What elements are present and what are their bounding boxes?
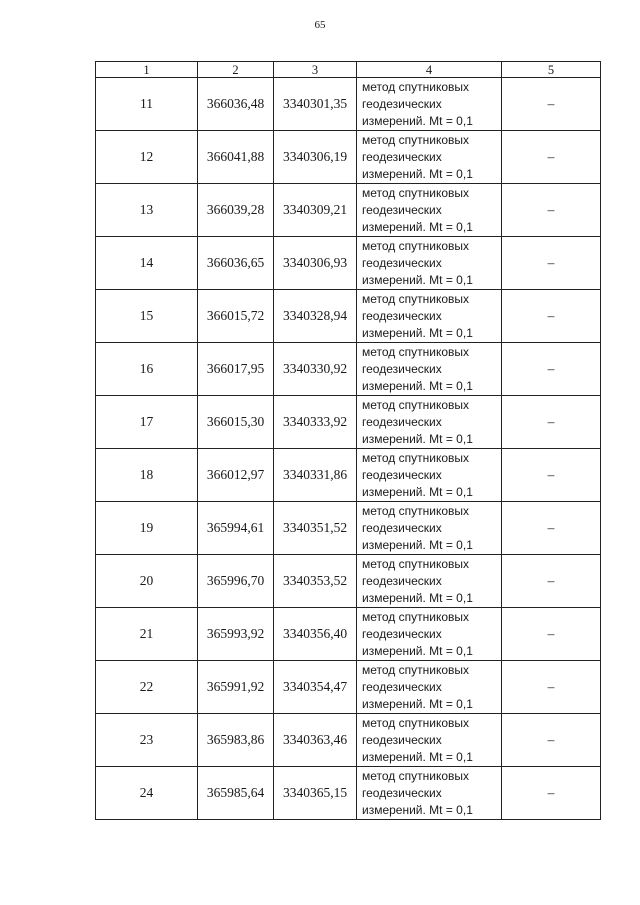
x-coordinate-cell: 365983,86 — [198, 714, 274, 767]
point-number-cell: 16 — [96, 343, 198, 396]
method-cell — [357, 608, 502, 661]
description-cell: – — [502, 184, 601, 237]
table-row — [96, 767, 601, 820]
y-coordinate-cell: 3340353,52 — [274, 555, 357, 608]
description-cell: – — [502, 608, 601, 661]
method-line: измерений. Mt = 0,1 — [362, 272, 473, 287]
point-number-cell: 22 — [96, 661, 198, 714]
x-coordinate-cell: 366015,72 — [198, 290, 274, 343]
y-coordinate-cell: 3340333,92 — [274, 396, 357, 449]
point-number-cell: 11 — [96, 78, 198, 131]
y-coordinate-cell: 3340301,35 — [274, 78, 357, 131]
method-line: геодезических — [362, 467, 442, 482]
method-line: измерений. Mt = 0,1 — [362, 219, 473, 234]
column-header: 2 — [198, 62, 274, 78]
table-row — [96, 449, 601, 502]
method-line: геодезических — [362, 202, 442, 217]
method-line: измерений. Mt = 0,1 — [362, 378, 473, 393]
method-line: геодезических — [362, 520, 442, 535]
table-row — [96, 502, 601, 555]
method-line: геодезических — [362, 732, 442, 747]
method-line: метод спутниковых — [362, 238, 470, 253]
table-row — [96, 237, 601, 290]
table-row — [96, 78, 601, 131]
description-cell: – — [502, 502, 601, 555]
description-cell: – — [502, 78, 601, 131]
table-body — [96, 62, 601, 820]
x-coordinate-cell: 366015,30 — [198, 396, 274, 449]
description-cell: – — [502, 661, 601, 714]
column-header: 1 — [96, 62, 198, 78]
y-coordinate-cell: 3340328,94 — [274, 290, 357, 343]
method-line: измерений. Mt = 0,1 — [362, 749, 473, 764]
x-coordinate-cell: 365994,61 — [198, 502, 274, 555]
description-cell: – — [502, 555, 601, 608]
point-number-cell: 12 — [96, 131, 198, 184]
x-coordinate-cell: 365996,70 — [198, 555, 274, 608]
method-line: геодезических — [362, 308, 442, 323]
x-coordinate-cell: 366036,65 — [198, 237, 274, 290]
method-line: измерений. Mt = 0,1 — [362, 696, 473, 711]
description-cell: – — [502, 396, 601, 449]
method-cell — [357, 502, 502, 555]
method-line: геодезических — [362, 361, 442, 376]
method-cell — [357, 237, 502, 290]
table-row — [96, 290, 601, 343]
method-line: геодезических — [362, 785, 442, 800]
method-cell — [357, 396, 502, 449]
y-coordinate-cell: 3340354,47 — [274, 661, 357, 714]
method-line: метод спутниковых — [362, 768, 470, 783]
method-cell — [357, 184, 502, 237]
method-cell — [357, 290, 502, 343]
method-line: метод спутниковых — [362, 344, 470, 359]
point-number-cell: 17 — [96, 396, 198, 449]
method-cell — [357, 714, 502, 767]
method-line: измерений. Mt = 0,1 — [362, 590, 473, 605]
method-line: измерений. Mt = 0,1 — [362, 484, 473, 499]
description-cell: – — [502, 449, 601, 502]
description-cell: – — [502, 290, 601, 343]
method-line: метод спутниковых — [362, 609, 470, 624]
method-cell — [357, 78, 502, 131]
method-line: измерений. Mt = 0,1 — [362, 643, 473, 658]
method-line: геодезических — [362, 149, 442, 164]
method-line: метод спутниковых — [362, 450, 470, 465]
column-header: 3 — [274, 62, 357, 78]
y-coordinate-cell: 3340330,92 — [274, 343, 357, 396]
method-cell — [357, 555, 502, 608]
table-row — [96, 131, 601, 184]
method-cell — [357, 449, 502, 502]
point-number-cell: 20 — [96, 555, 198, 608]
y-coordinate-cell: 3340306,19 — [274, 131, 357, 184]
method-line: измерений. Mt = 0,1 — [362, 431, 473, 446]
method-line: метод спутниковых — [362, 291, 470, 306]
method-line: метод спутниковых — [362, 397, 470, 412]
x-coordinate-cell: 366012,97 — [198, 449, 274, 502]
method-line: метод спутниковых — [362, 662, 470, 677]
method-line: измерений. Mt = 0,1 — [362, 113, 473, 128]
method-line: метод спутниковых — [362, 132, 470, 147]
method-cell — [357, 131, 502, 184]
table-row — [96, 396, 601, 449]
y-coordinate-cell: 3340309,21 — [274, 184, 357, 237]
x-coordinate-cell: 365991,92 — [198, 661, 274, 714]
x-coordinate-cell: 366036,48 — [198, 78, 274, 131]
method-line: измерений. Mt = 0,1 — [362, 325, 473, 340]
description-cell: – — [502, 767, 601, 820]
table-row — [96, 608, 601, 661]
header-row — [96, 62, 601, 78]
coordinates-table — [95, 61, 601, 820]
x-coordinate-cell: 365985,64 — [198, 767, 274, 820]
method-cell — [357, 661, 502, 714]
method-line: метод спутниковых — [362, 715, 470, 730]
table-row — [96, 555, 601, 608]
method-line: геодезических — [362, 255, 442, 270]
point-number-cell: 21 — [96, 608, 198, 661]
description-cell: – — [502, 237, 601, 290]
x-coordinate-cell: 365993,92 — [198, 608, 274, 661]
method-line: геодезических — [362, 96, 442, 111]
point-number-cell: 24 — [96, 767, 198, 820]
point-number-cell: 14 — [96, 237, 198, 290]
method-line: измерений. Mt = 0,1 — [362, 166, 473, 181]
x-coordinate-cell: 366041,88 — [198, 131, 274, 184]
x-coordinate-cell: 366039,28 — [198, 184, 274, 237]
page-number: 65 — [314, 19, 326, 31]
y-coordinate-cell: 3340363,46 — [274, 714, 357, 767]
method-line: метод спутниковых — [362, 185, 470, 200]
description-cell: – — [502, 131, 601, 184]
y-coordinate-cell: 3340365,15 — [274, 767, 357, 820]
method-cell — [357, 343, 502, 396]
y-coordinate-cell: 3340351,52 — [274, 502, 357, 555]
method-line: геодезических — [362, 573, 442, 588]
point-number-cell: 15 — [96, 290, 198, 343]
method-cell — [357, 767, 502, 820]
table-row — [96, 661, 601, 714]
point-number-cell: 23 — [96, 714, 198, 767]
description-cell: – — [502, 714, 601, 767]
method-line: метод спутниковых — [362, 503, 470, 518]
method-line: геодезических — [362, 679, 442, 694]
method-line: геодезических — [362, 626, 442, 641]
point-number-cell: 19 — [96, 502, 198, 555]
method-line: измерений. Mt = 0,1 — [362, 537, 473, 552]
y-coordinate-cell: 3340356,40 — [274, 608, 357, 661]
method-line: метод спутниковых — [362, 556, 470, 571]
point-number-cell: 18 — [96, 449, 198, 502]
column-header: 4 — [357, 62, 502, 78]
y-coordinate-cell: 3340306,93 — [274, 237, 357, 290]
method-line: измерений. Mt = 0,1 — [362, 802, 473, 817]
table-row — [96, 714, 601, 767]
column-header: 5 — [502, 62, 601, 78]
point-number-cell: 13 — [96, 184, 198, 237]
y-coordinate-cell: 3340331,86 — [274, 449, 357, 502]
table-row — [96, 343, 601, 396]
x-coordinate-cell: 366017,95 — [198, 343, 274, 396]
table-row — [96, 184, 601, 237]
description-cell: – — [502, 343, 601, 396]
method-line: метод спутниковых — [362, 79, 470, 94]
method-line: геодезических — [362, 414, 442, 429]
